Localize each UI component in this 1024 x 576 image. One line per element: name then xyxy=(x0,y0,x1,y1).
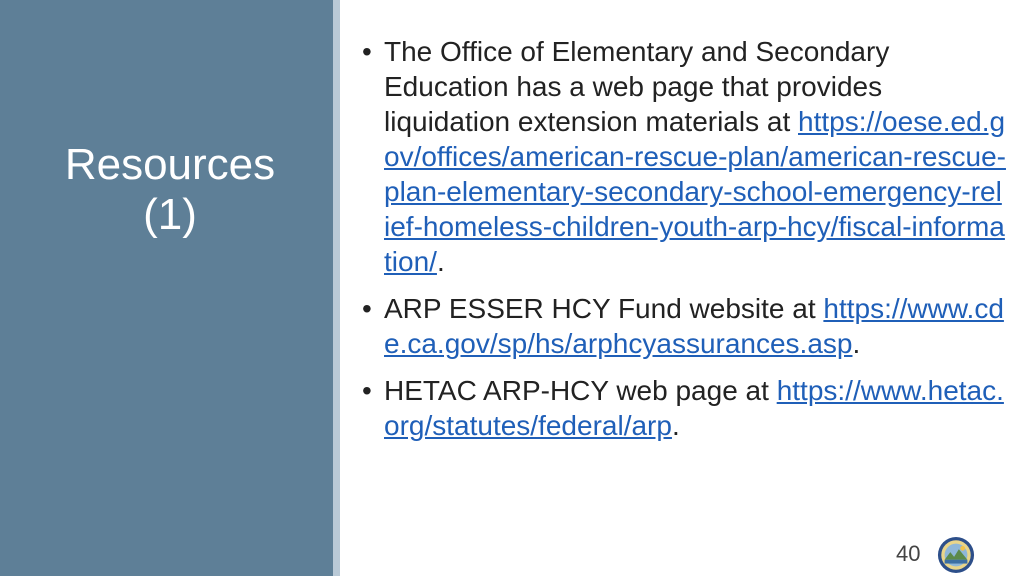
list-item xyxy=(356,291,1006,361)
bullet-suffix: . xyxy=(671,410,680,441)
resource-list xyxy=(356,34,1006,455)
cde-link[interactable]: https://www.cde.ca.gov/sp/hs/arphcyassurances.asp xyxy=(384,293,1004,359)
bullet-suffix: . xyxy=(436,246,445,277)
bullet-text: ARP ESSER HCY Fund website at xyxy=(384,293,824,324)
slide-title xyxy=(0,140,340,240)
bullet-icon: • xyxy=(362,36,372,67)
bullet-text: The Office of Elementary and Secondary Education has a web page that provides liquidation extension materials at xyxy=(384,36,890,137)
bullet-icon: • xyxy=(362,375,372,406)
bullet-suffix: . xyxy=(852,328,861,359)
seal-icon xyxy=(937,536,975,574)
list-item xyxy=(356,373,1006,443)
page-number: 40 xyxy=(896,541,921,566)
title-panel xyxy=(0,0,340,576)
slide-title-line1: Resources xyxy=(64,140,276,189)
hetac-link[interactable]: https://www.hetac.org/statutes/federal/arp xyxy=(384,375,1004,441)
oese-link[interactable]: https://oese.ed.gov/offices/american-rescue-plan/american-rescue-plan-elementary-secondary-school-emergency-relief-homeless-children-youth-arp-hcy/fiscal-information/ xyxy=(384,106,1006,277)
slide-title-line2: (1) xyxy=(143,190,197,239)
bullet-text: HETAC ARP-HCY web page at xyxy=(384,375,777,406)
bullet-icon: • xyxy=(362,293,372,324)
list-item xyxy=(356,34,1006,279)
